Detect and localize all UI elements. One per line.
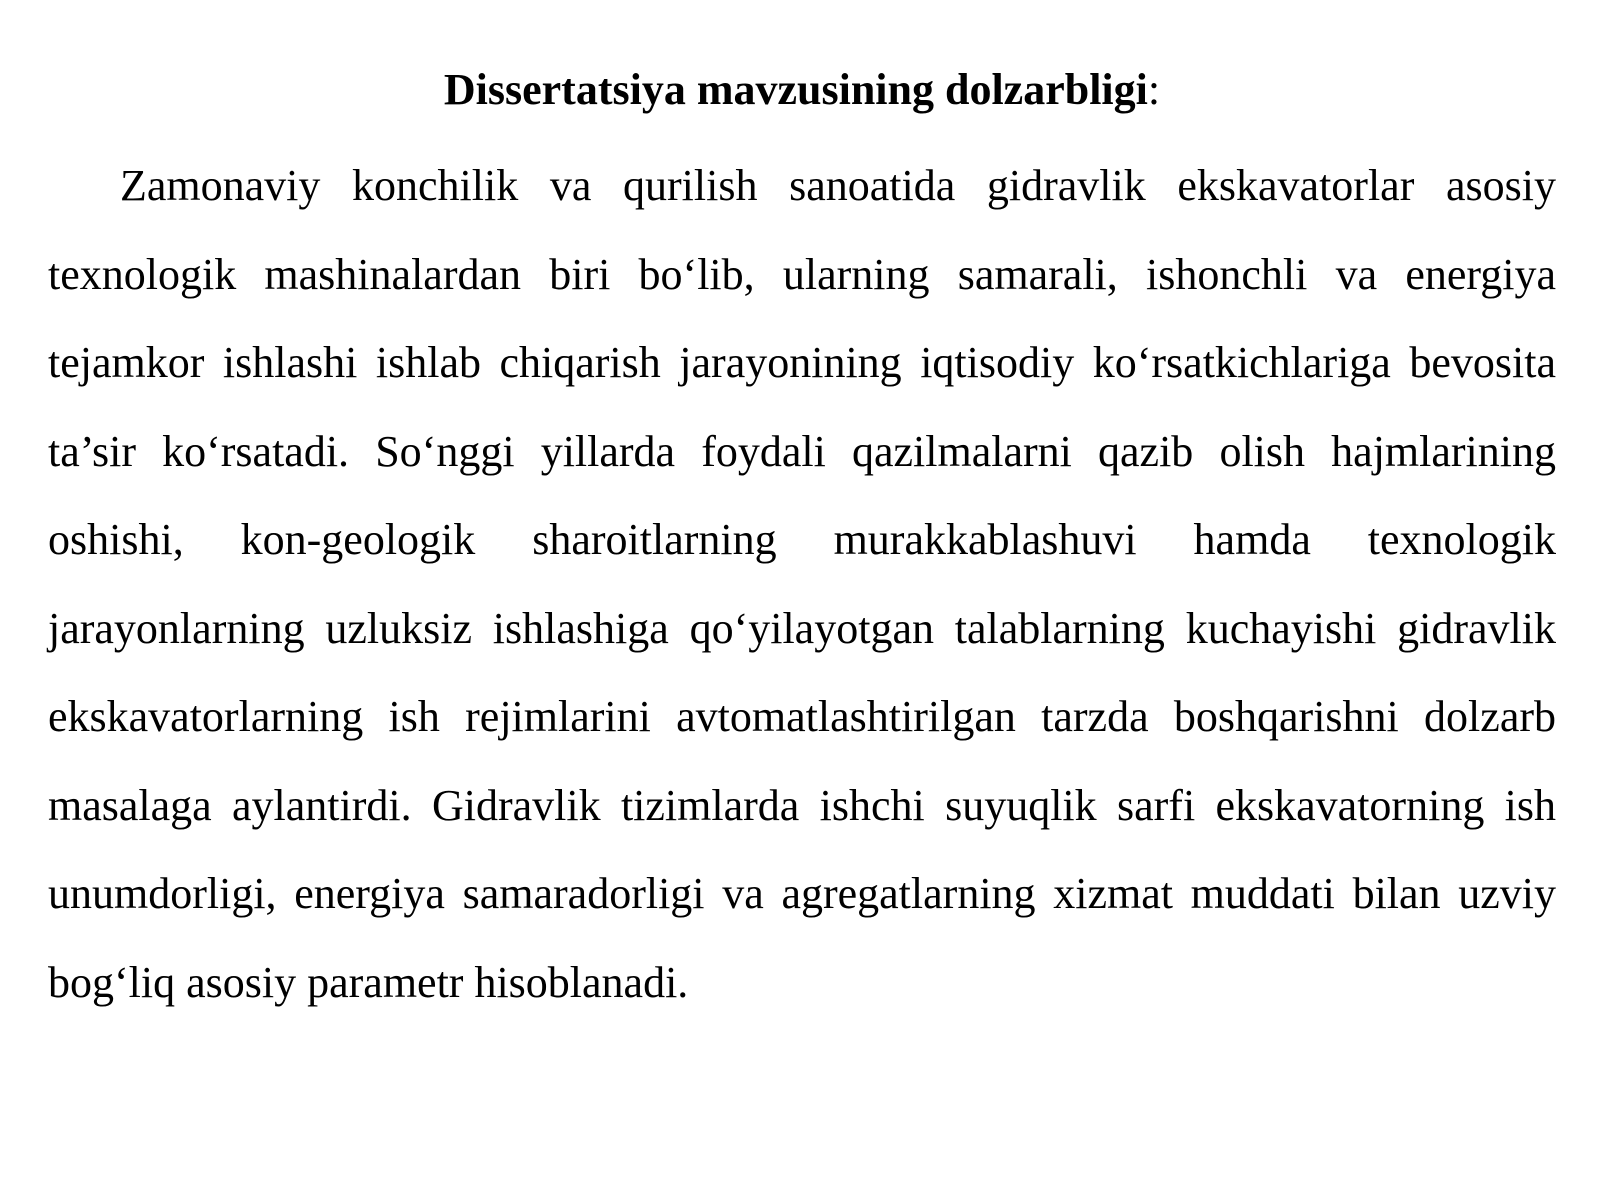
heading-title: Dissertatsiya mavzusining dolzarbligi xyxy=(443,65,1148,114)
section-heading xyxy=(48,58,1556,122)
heading-colon: : xyxy=(1147,65,1161,114)
body-paragraph: Zamonaviy konchilik va qurilish sanoatida gidravlik ekskavatorlar asosiy texnologik mashinalardan biri bo‘lib, ularning samarali, ishonchli va energiya tejamkor ishlashi ishlab chiqarish jarayonining iqtisodiy ko‘rsatkichlariga bevosita ta’sir ko‘rsatadi. So‘nggi yillarda foydali qazilmalarni qazib olish hajmlarining oshishi, kon-geologik sharoitlarning murakkablashuvi hamda texnologik jarayonlarning uzluksiz ishlashiga qo‘yilayotgan talablarning kuchayishi gidravlik ekskavatorlarning ish rejimlarini avtomatlashtirilgan tarzda boshqarishni dolzarb masalaga aylantirdi. Gidravlik tizimlarda ishchi suyuqlik sarfi ekskavatorning ish unumdorligi, energiya samaradorligi va agregatlarning xizmat muddati bilan uzviy bog‘liq asosiy parametr hisoblanadi. xyxy=(48,161,1556,1007)
